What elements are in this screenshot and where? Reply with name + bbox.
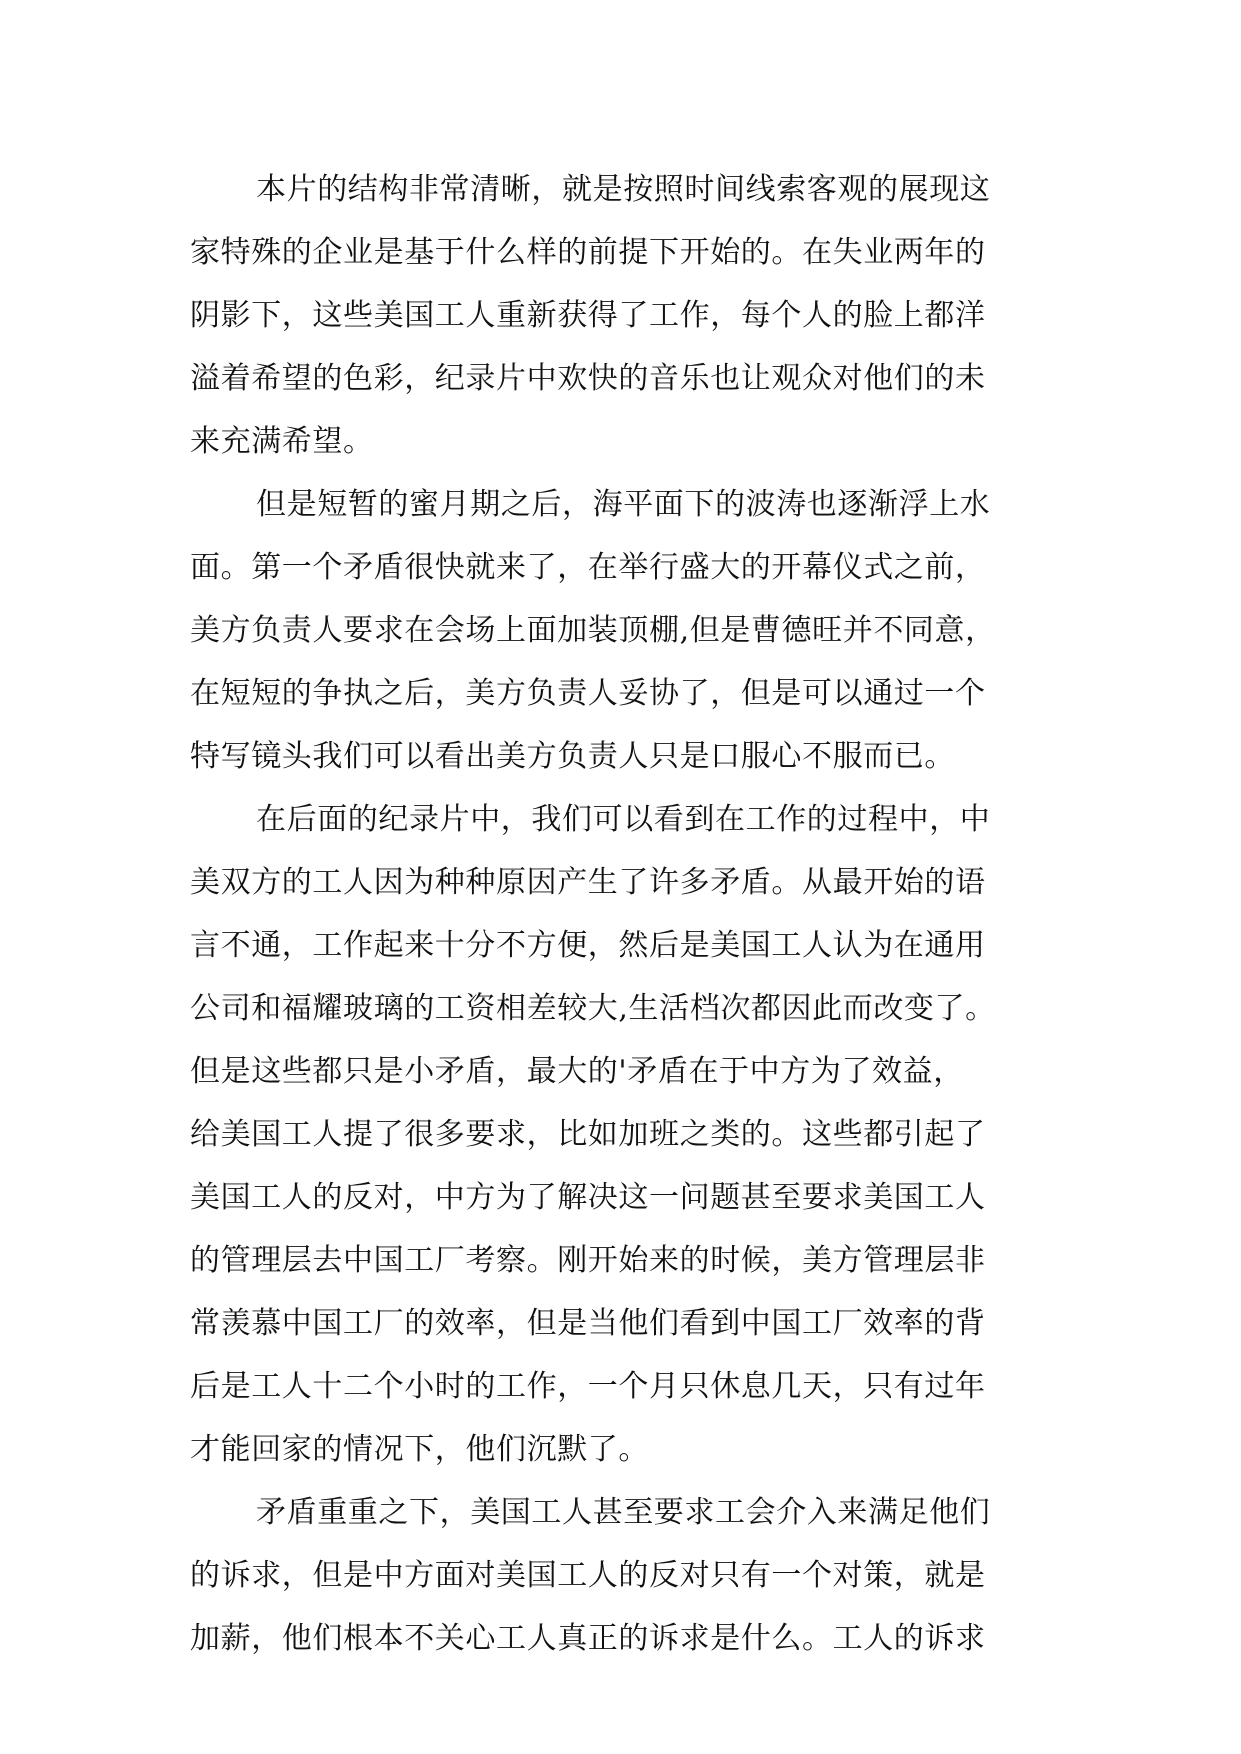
paragraph-1-line-5: 来充满希望。 bbox=[190, 424, 374, 459]
paragraph-1-line-3: 阴影下，这些美国工人重新获得了工作，每个人的脸上都洋 bbox=[190, 298, 986, 333]
paragraph-3-line-6: 给美国工人提了很多要求，比如加班之类的。这些都引起了 bbox=[190, 1117, 986, 1152]
paragraph-3-line-11: 才能回家的情况下，他们沉默了。 bbox=[190, 1432, 649, 1467]
paragraph-1-line-4: 溢着希望的色彩，纪录片中欢快的音乐也让观众对他们的未 bbox=[190, 361, 986, 396]
paragraph-2-line-2: 面。第一个矛盾很快就来了，在举行盛大的开幕仪式之前， bbox=[190, 550, 986, 585]
paragraph-1-line-2: 家特殊的企业是基于什么样的前提下开始的。在失业两年的 bbox=[190, 235, 986, 270]
paragraph-3-line-5: 但是这些都只是小矛盾，最大的'矛盾在于中方为了效益， bbox=[190, 1054, 964, 1089]
paragraph-4-line-3: 加薪，他们根本不关心工人真正的诉求是什么。工人的诉求 bbox=[190, 1621, 986, 1656]
paragraph-3-line-9: 常羡慕中国工厂的效率，但是当他们看到中国工厂效率的背 bbox=[190, 1306, 986, 1341]
paragraph-2-line-1: 但是短暂的蜜月期之后，海平面下的波涛也逐渐浮上水 bbox=[256, 487, 991, 522]
paragraph-3-line-2: 美双方的工人因为种种原因产生了许多矛盾。从最开始的语 bbox=[190, 865, 986, 900]
paragraph-4-line-1: 矛盾重重之下，美国工人甚至要求工会介入来满足他们 bbox=[256, 1495, 991, 1530]
paragraph-3-line-8: 的管理层去中国工厂考察。刚开始来的时候，美方管理层非 bbox=[190, 1243, 986, 1278]
paragraph-3-line-1: 在后面的纪录片中，我们可以看到在工作的过程中，中 bbox=[256, 802, 991, 837]
paragraph-2-line-5: 特写镜头我们可以看出美方负责人只是口服心不服而已。 bbox=[190, 739, 955, 774]
paragraph-3-line-10: 后是工人十二个小时的工作，一个月只休息几天，只有过年 bbox=[190, 1369, 986, 1404]
paragraph-2-line-3: 美方负责人要求在会场上面加装顶棚,但是曹德旺并不同意， bbox=[190, 613, 996, 648]
paragraph-4-line-2: 的诉求，但是中方面对美国工人的反对只有一个对策，就是 bbox=[190, 1558, 986, 1593]
paragraph-2-line-4: 在短短的争执之后，美方负责人妥协了，但是可以通过一个 bbox=[190, 676, 986, 711]
paragraph-3-line-4: 公司和福耀玻璃的工资相差较大,生活档次都因此而改变了。 bbox=[190, 991, 996, 1026]
paragraph-3-line-3: 言不通，工作起来十分不方便，然后是美国工人认为在通用 bbox=[190, 928, 986, 963]
body-text bbox=[190, 158, 1060, 1670]
paragraph-3-line-7: 美国工人的反对，中方为了解决这一问题甚至要求美国工人 bbox=[190, 1180, 986, 1215]
paragraph-1-line-1: 本片的结构非常清晰，就是按照时间线索客观的展现这 bbox=[256, 172, 991, 207]
